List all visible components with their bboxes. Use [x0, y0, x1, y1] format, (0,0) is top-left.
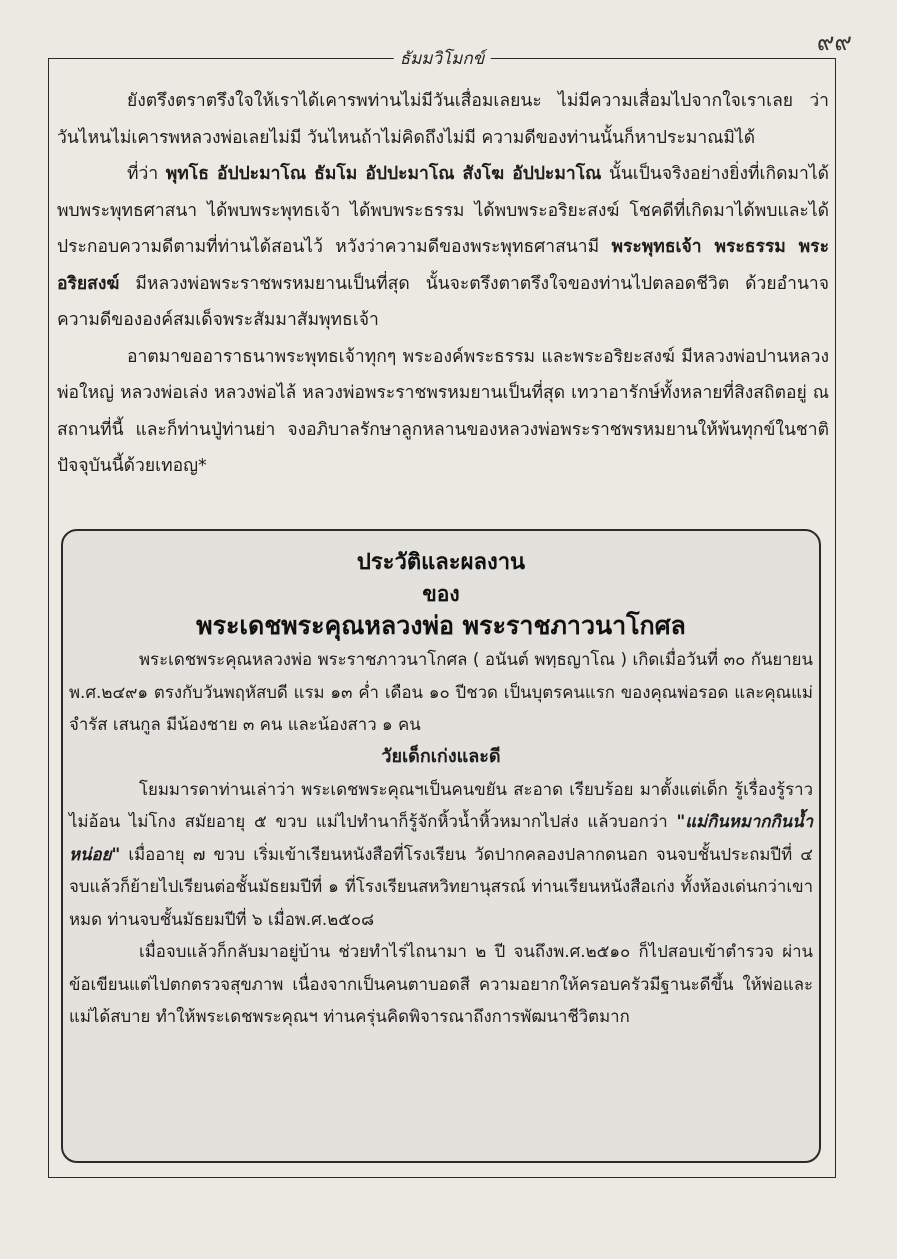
box-title-of: ของ — [422, 582, 460, 606]
running-head: ธัมมวิโมกข์ — [394, 45, 491, 72]
paragraph-3: อาตมาขออาราธนาพระพุทธเจ้าทุกๆ พระองค์พระธรรม และพระอริยะสงฆ์ มีหลวงพ่อปานหลวงพ่อใหญ่ หลวงพ่อเล่ง หลวงพ่อไล้ หลวงพ่อพระราชพรหมยานเป็นที่สุด เทวาอารักษ์ทั้งหลายที่สิงสถิตอยู่ ณ สถานที่นี้ และก็ท่านปู่ท่านย่า จงอภิบาลรักษาลูกหลานของหลวงพ่อพระราชพรหมยานให้พ้นทุกข์ในชาติปัจจุบันนี้ด้วยเทอญ* — [57, 346, 829, 476]
paragraph-2 — [57, 156, 829, 339]
triple-gem-chant: พุทโธ อัปปะมาโณ ธัมโม อัปปะมาโณ สังโฆ อัปปะมาโณ — [165, 164, 602, 184]
childhood-paragraph — [69, 773, 813, 936]
childhood-text-a: โยมมารดาท่านเล่าว่า พระเดชพระคุณฯเป็นคนขยัน สะอาด เรียบร้อย มาตั้งแต่เด็ก รู้เรื่องรู้ราว ไม่อ้อน ไม่โกง สมัยอายุ ๕ ขวบ แม่ไปทำนาก็รู้จักหิ้วน้ำหิ้วหมากไปส่ง แล้วบอกว่า — [69, 778, 813, 831]
section-heading: วัยเด็กเก่งและดี — [381, 745, 501, 767]
body-text — [57, 83, 829, 485]
after-school-paragraph: เมื่อจบแล้วก็กลับมาอยู่บ้าน ช่วยทำไร่ไถนามา ๒ ปี จนถึงพ.ศ.๒๕๑๐ ก็ไปสอบเข้าตำรวจ ผ่านข้อเขียนแต่ไปตกตรวจสุขภาพ เนื่องจากเป็นคนตาบอดสี ความอยากให้ครอบครัวมีฐานะดีขึ้น ให้พ่อและแม่ได้สบาย ทำให้พระเดชพระคุณฯ ท่านครุ่นคิดพิจารณาถึงการพัฒนาชีวิตมาก — [69, 941, 813, 1026]
paragraph-1: ยังตรึงตราตรึงใจให้เราได้เคารพท่านไม่มีวันเสื่อมเลยนะ ไม่มีความเสื่อมไปจากใจเราเลย ว่าวันไหนไม่เคารพหลวงพ่อเลยไม่มี วันไหนถ้าไม่คิดถึงไม่มี ความดีของท่านนั้นก็หาประมาณมิได้ — [57, 91, 829, 148]
childhood-quote: "แม่กินหมากกินน้ำหน่อย" — [69, 811, 813, 864]
box-title-name: พระเดชพระคุณหลวงพ่อ พระราชภาวนาโกศล — [196, 611, 686, 640]
page-number: ๙๙ — [816, 28, 852, 56]
p2-lead: ที่ว่า — [127, 164, 166, 184]
biography-intro: พระเดชพระคุณหลวงพ่อ พระราชภาวนาโกศล ( อนันต์ พทฺธญาโณ ) เกิดเมื่อวันที่ ๓๐ กันยายน พ.ศ.๒๔๙๑ ตรงกับวันพฤหัสบดี แรม ๑๓ ค่ำ เดือน ๑๐ ปีชวด เป็นบุตรคนแรก ของคุณพ่อรอด และคุณแม่จำรัส เสนกูล มีน้องชาย ๓ คน และน้องสาว ๑ คน — [69, 649, 813, 734]
childhood-text-b: เมื่ออายุ ๗ ขวบ เริ่มเข้าเรียนหนังสือที่โรงเรียน วัดปากคลองปลากดนอก จนจบชั้นประถมปีที่ ๔ จบแล้วก็ย้ายไปเรียนต่อชั้นมัธยมปีที่ ๑ ที่โรงเรียนสหวิทยานุสรณ์ ท่านเรียนหนังสือเก่ง ทั้งห้องเด่นกว่าเขาหมด ท่านจบชั้นมัธยมปีที่ ๖ เมื่อพ.ศ.๒๕๐๘ — [69, 843, 813, 929]
p2-rest: นั้นเป็นจริงอย่างยิ่งที่เกิดมาได้พบพระพุทธศาสนา ได้พบพระพุทธเจ้า ได้พบพระธรรม ได้พบพระอริยะสงฆ์ โชคดีที่เกิดมาได้พบและได้ประกอบความดีตามที่ท่านได้สอนไว้ หวังว่าความดีของพระพุทธศาสนามี — [57, 164, 829, 257]
page-frame — [48, 49, 836, 1178]
box-title: ประวัติและผลงาน — [356, 550, 526, 575]
biography-box — [61, 529, 821, 1163]
p2-tail: มีหลวงพ่อพระราชพรหมยานเป็นที่สุด นั้นจะตรึงตาตรึงใจของท่านไปตลอดชีวิต ด้วยอำนาจความดีขององค์สมเด็จพระสัมมาสัมพุทธเจ้า — [57, 273, 829, 330]
triple-gem-names: พระพุทธเจ้า พระธรรม พระอริยสงฆ์ — [57, 237, 829, 294]
